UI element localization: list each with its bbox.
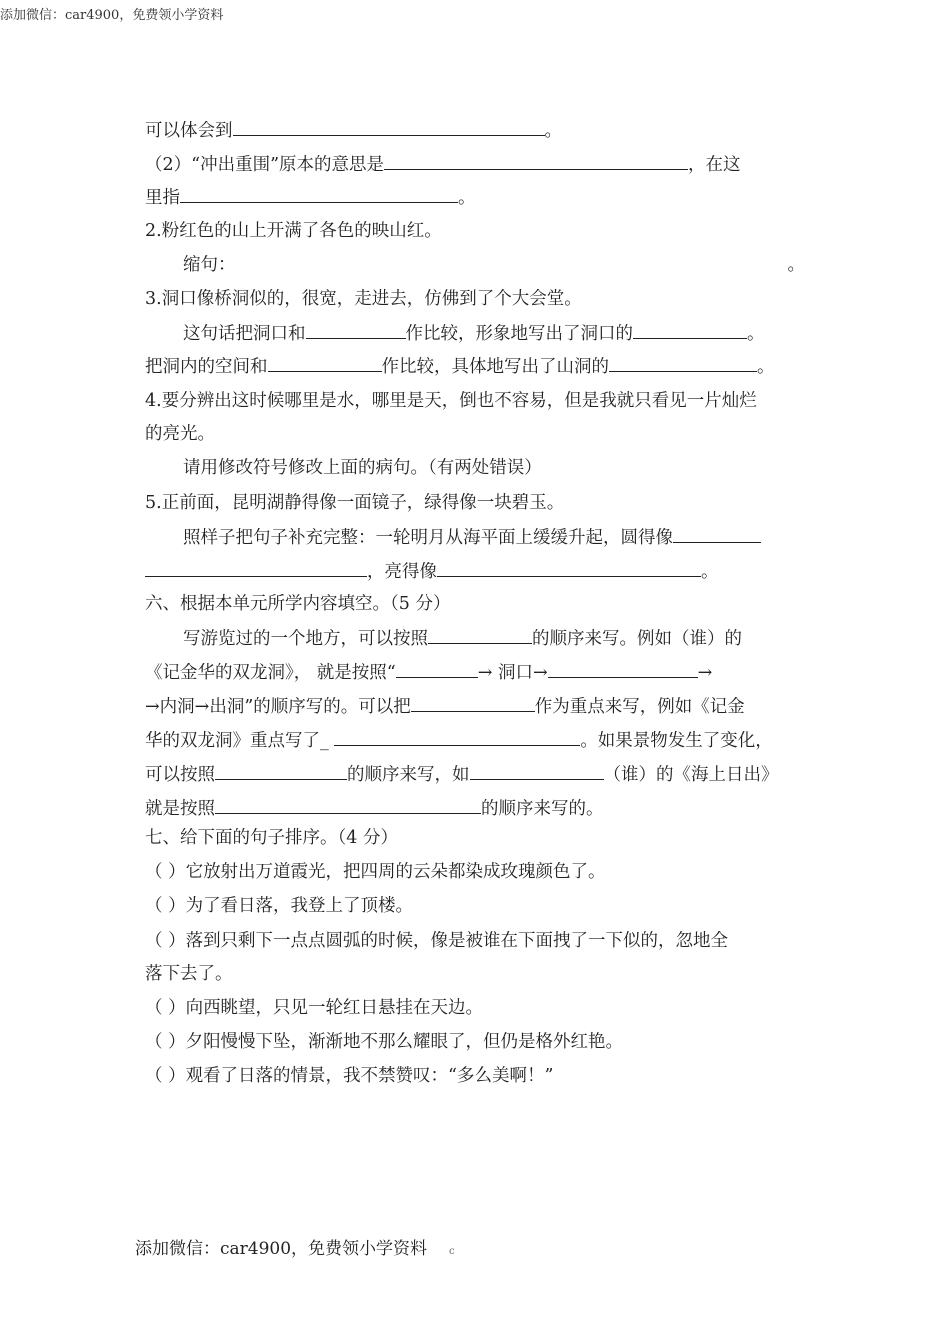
answer-blank[interactable] <box>437 559 701 577</box>
answer-blank[interactable] <box>673 525 761 543</box>
question-4: 4.要分辨出这时候哪里是水，哪里是天，倒也不容易，但是我就只看见一片灿烂 <box>145 391 757 411</box>
line-8: 把洞内的空间和 作比较，具体地写出了山洞的 。 <box>145 354 775 379</box>
question-2: 2.粉红色的山上开满了各色的映山红。 <box>145 221 442 241</box>
line-18: →内洞→出洞”的顺序写的。可以把 作为重点来写，例如《记金 <box>145 694 745 719</box>
line-7: 这句话把洞口和 作比较，形象地写出了洞口的 。 <box>183 321 765 346</box>
sort-item-6[interactable]: （ ）观看了日落的情景，我不禁赞叹：“多么美啊！” <box>145 1066 554 1086</box>
section-6-heading: 六、根据本单元所学内容填空。（5 分） <box>145 594 451 614</box>
shorten-line: 缩句： 。 <box>183 255 805 275</box>
sort-item-1[interactable]: （ ）它放射出万道霞光，把四周的云朵都染成玫瑰颜色了。 <box>145 862 606 882</box>
line-2: （2）“冲出重围”原本的意思是 ，在这 <box>145 152 741 177</box>
answer-blank[interactable] <box>334 728 580 746</box>
answer-blank[interactable] <box>633 321 747 339</box>
answer-blank[interactable] <box>306 321 406 339</box>
question-3: 3.洞口像桥洞似的，很宽，走进去，仿佛到了个大会堂。 <box>145 289 582 309</box>
question-5: 5.正前面，昆明湖静得像一面镜子，绿得像一块碧玉。 <box>145 493 565 513</box>
answer-blank[interactable] <box>180 185 458 203</box>
header-watermark: 添加微信：car4900，免费领小学资料 <box>0 8 224 23</box>
instruction-line: 请用修改符号修改上面的病句。（有两处错误） <box>183 458 542 478</box>
line-20: 可以按照 的顺序来写，如 （谁）的《海上日出》 <box>145 762 779 787</box>
answer-blank[interactable] <box>233 118 545 136</box>
footer-watermark: 添加微信：car4900，免费领小学资料 c <box>135 1239 455 1259</box>
answer-blank[interactable] <box>145 559 367 577</box>
answer-blank[interactable] <box>396 660 478 678</box>
answer-blank[interactable] <box>609 354 757 372</box>
line-3: 里指 。 <box>145 185 476 210</box>
sort-item-2[interactable]: （ ）为了看日落，我登上了顶楼。 <box>145 896 414 916</box>
answer-blank[interactable] <box>215 796 481 814</box>
answer-blank[interactable] <box>548 660 698 678</box>
sort-item-3-cont: 落下去了。 <box>145 964 233 984</box>
answer-blank[interactable] <box>470 762 604 780</box>
sort-item-4[interactable]: （ ）向西眺望，只见一轮红日悬挂在天边。 <box>145 998 484 1018</box>
line-19: 华的双龙洞》重点写了_ 。如果景物发生了变化， <box>145 728 773 753</box>
footer-mark: c <box>449 1246 455 1257</box>
answer-blank[interactable] <box>215 762 347 780</box>
answer-blank[interactable] <box>411 694 535 712</box>
answer-blank[interactable] <box>268 354 382 372</box>
sort-item-3[interactable]: （ ）落到只剩下一点点圆弧的时候，像是被谁在下面拽了一下似的，忽地全 <box>145 931 729 951</box>
section-7-heading: 七、给下面的句子排序。（4 分） <box>145 828 398 848</box>
line-21: 就是按照 的顺序来写的。 <box>145 796 604 821</box>
line-1: 可以体会到 。 <box>145 118 562 143</box>
line-16: 写游览过的一个地方，可以按照 的顺序来写。例如（谁）的 <box>183 626 742 651</box>
line-13: 照样子把句子补充完整：一轮明月从海平面上缓缓升起，圆得像 <box>183 525 761 550</box>
sort-item-5[interactable]: （ ）夕阳慢慢下坠，渐渐地不那么耀眼了，但仍是格外红艳。 <box>145 1032 624 1052</box>
question-4-cont: 的亮光。 <box>145 424 215 444</box>
line-14: ，亮得像 。 <box>145 559 719 584</box>
answer-blank[interactable] <box>428 626 532 644</box>
line-17: 《记金华的双龙洞》， 就是按照“ → 洞口→ → <box>145 660 712 685</box>
answer-blank[interactable] <box>384 152 688 170</box>
